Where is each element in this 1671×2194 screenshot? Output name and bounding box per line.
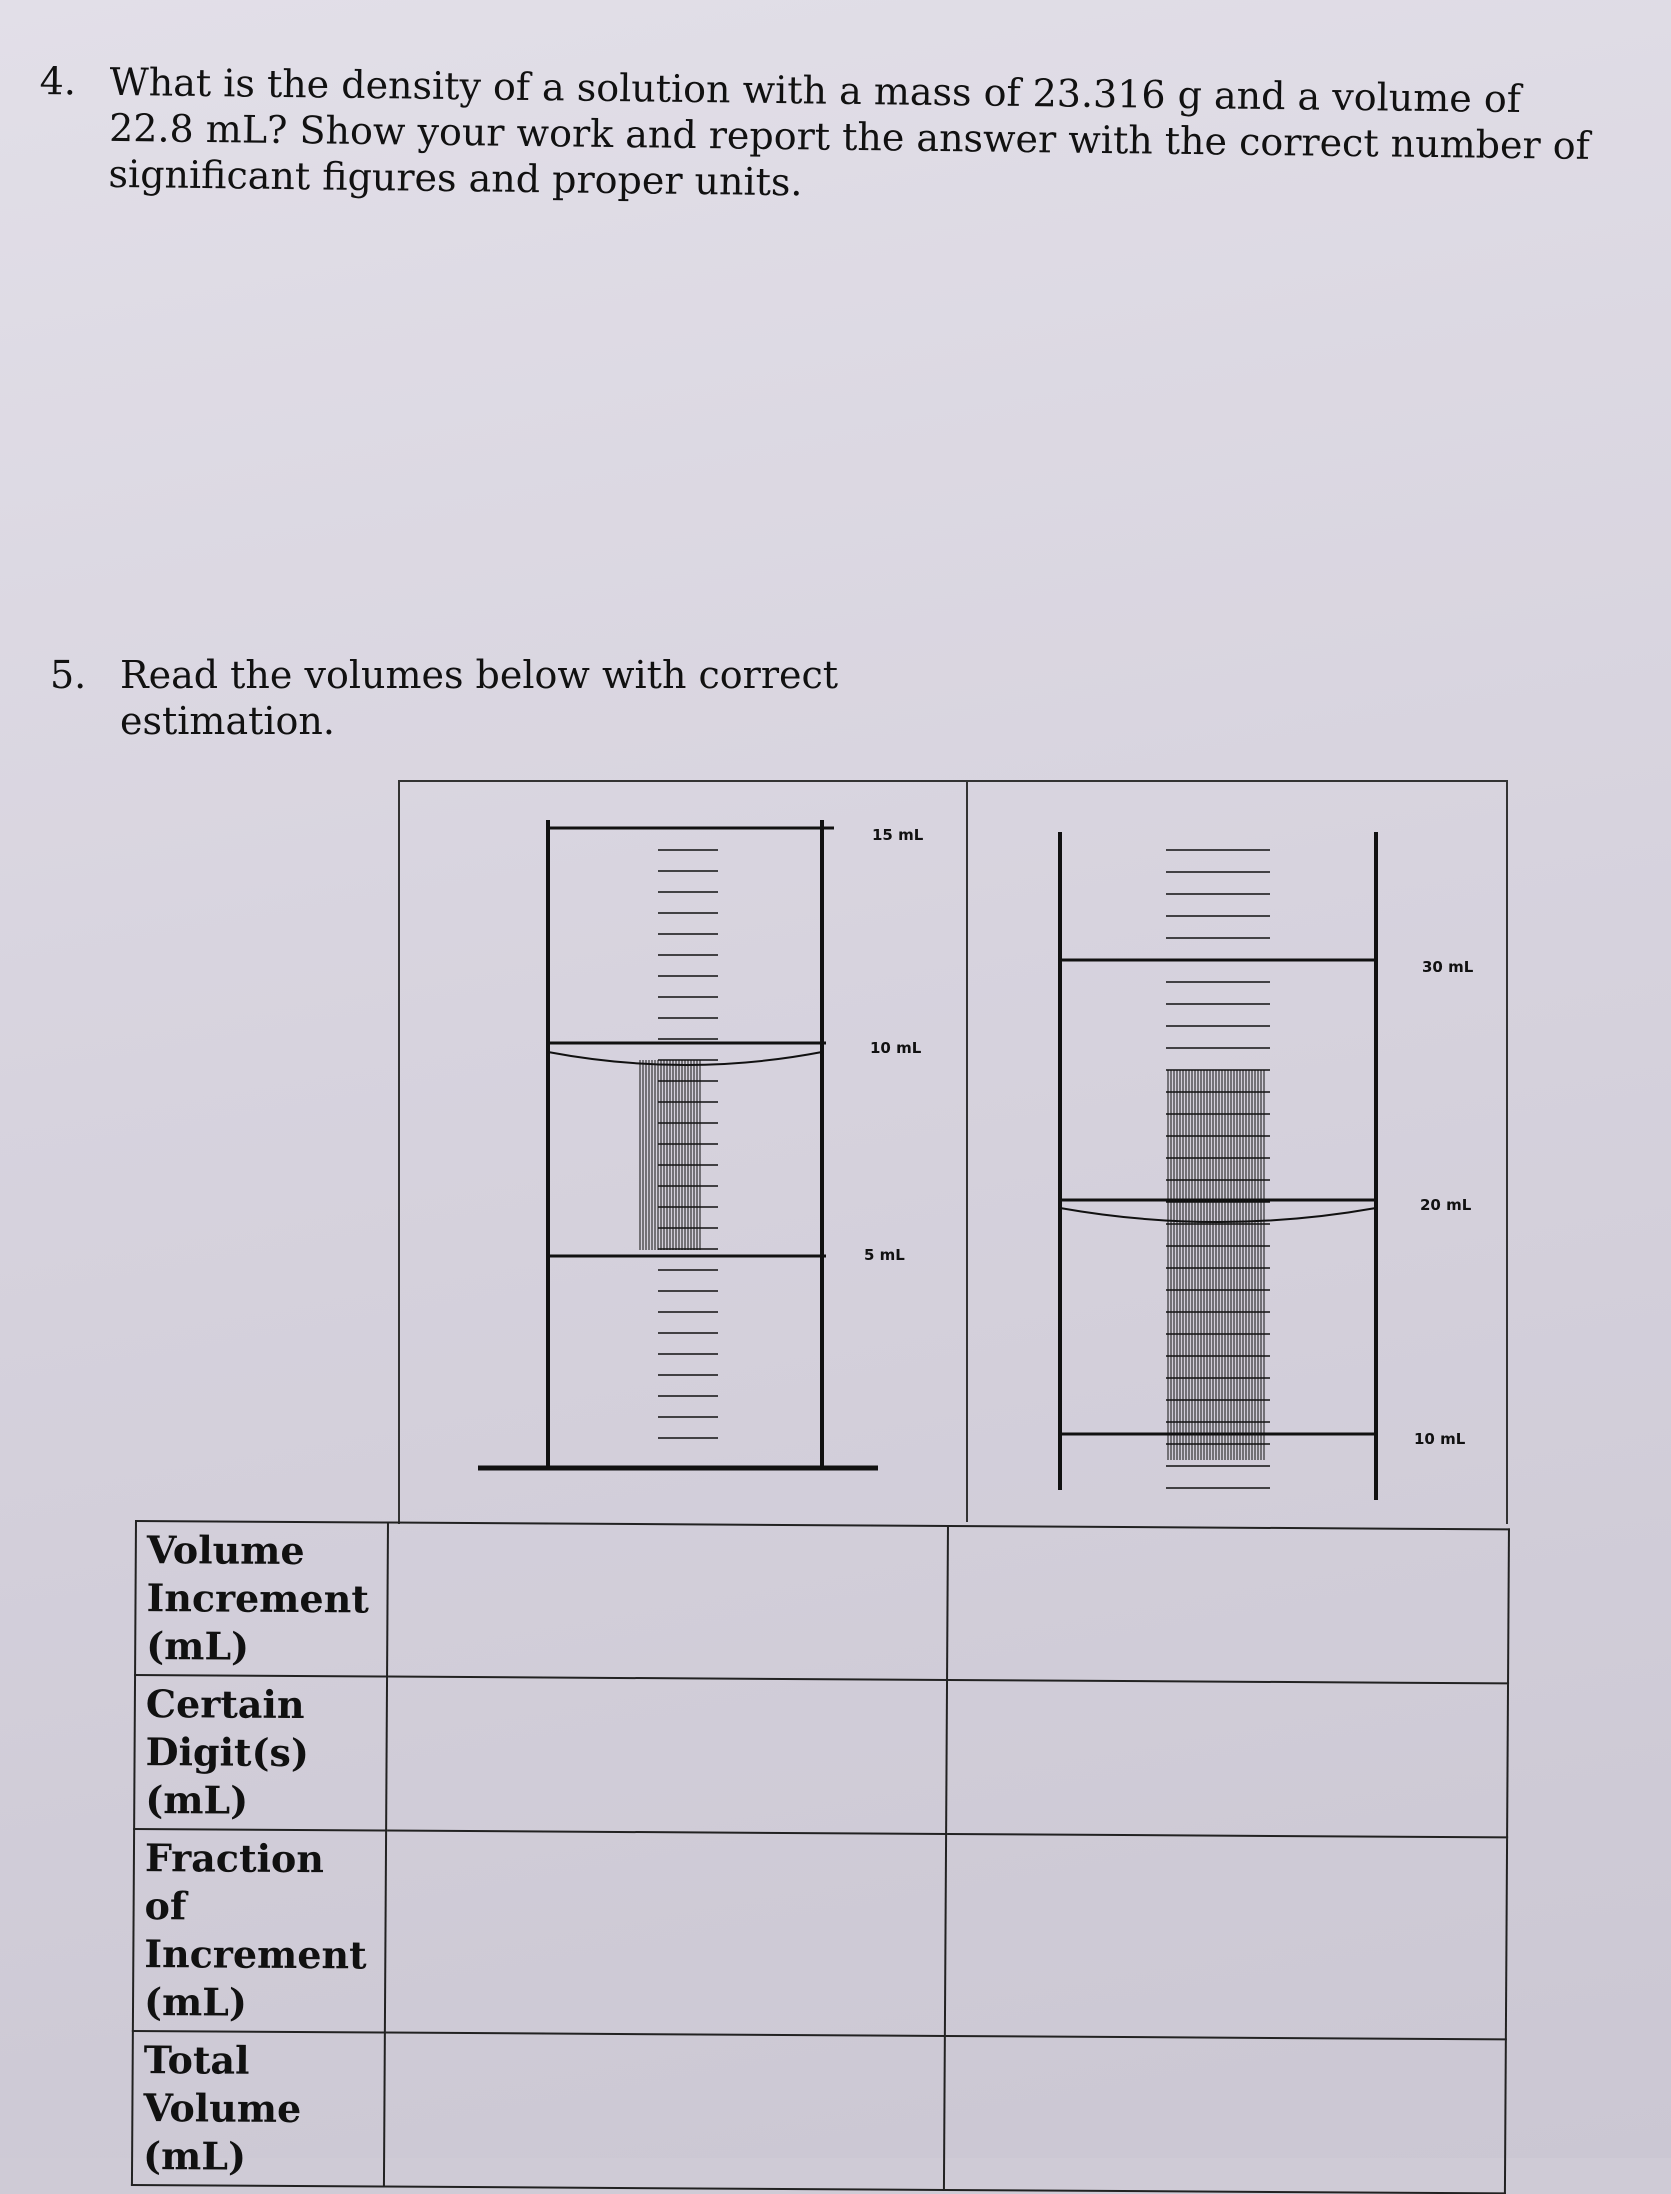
- table-row: [133, 1829, 1507, 2039]
- left-label-5: 5 mL: [864, 1246, 905, 1264]
- answer-cell-left[interactable]: [387, 1523, 949, 1680]
- answer-cell-left[interactable]: [386, 1677, 948, 1834]
- question-5-text: Read the volumes below with correct estimation.: [120, 653, 839, 743]
- answer-cell-right[interactable]: [947, 1526, 1509, 1683]
- left-label-15: 15 mL: [872, 826, 924, 844]
- left-cylinder: [478, 820, 878, 1468]
- table-row: [135, 1521, 1509, 1683]
- row-header-fraction-of-increment: Fraction of Increment (mL): [133, 1829, 386, 2033]
- row-header-volume-increment: Volume Increment (mL): [135, 1521, 388, 1677]
- answer-cell-left[interactable]: [385, 1831, 947, 2036]
- row-header-total-volume: Total Volume (mL): [132, 2031, 385, 2187]
- row-header-certain-digits: Certain Digit(s) (mL): [134, 1675, 387, 1831]
- answer-cell-right[interactable]: [946, 1680, 1508, 1837]
- question-4-text: What is the density of a solution with a mass of 23.316 g and a volume of 22.8 mL? Show your work and report the answer with the correct number of significant figures and proper units.: [108, 59, 1590, 205]
- reading-table: [131, 1520, 1510, 2194]
- question-5-number: 5.: [50, 653, 87, 697]
- left-label-10: 10 mL: [870, 1039, 922, 1057]
- table-row: [134, 1675, 1508, 1837]
- answer-cell-right[interactable]: [944, 2036, 1506, 2193]
- right-label-10: 10 mL: [1414, 1430, 1466, 1448]
- answer-cell-left[interactable]: [384, 2033, 946, 2190]
- right-label-20: 20 mL: [1420, 1196, 1472, 1214]
- question-4-number: 4.: [39, 58, 77, 104]
- answer-cell-right[interactable]: [945, 1834, 1507, 2039]
- table-row: [132, 2031, 1506, 2193]
- right-label-30: 30 mL: [1422, 958, 1474, 976]
- right-cylinder: [1060, 832, 1376, 1500]
